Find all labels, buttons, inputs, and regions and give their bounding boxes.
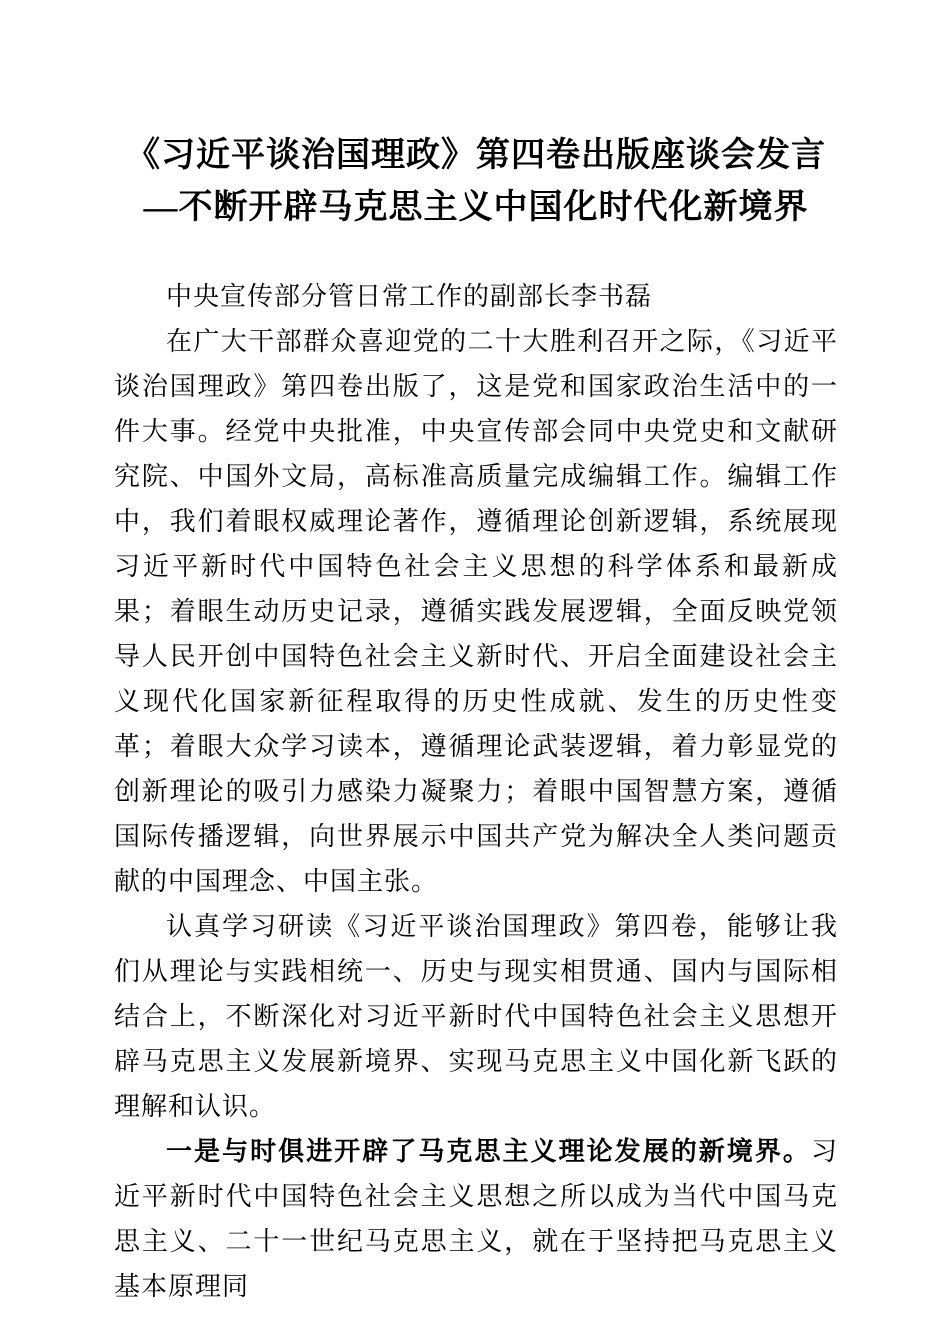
paragraph bbox=[114, 904, 838, 1129]
byline: 中央宣传部分管日常工作的副部长李书磊 bbox=[166, 282, 653, 311]
paragraph bbox=[114, 1129, 838, 1309]
paragraph-text: 习近平新时代中国特色社会主义思想之所以成为当代中国马克思主义、二十一世纪马克思主义，就在于坚持把马克思主义基本原理同 bbox=[114, 1137, 838, 1301]
document-body bbox=[114, 274, 838, 1309]
paragraph-text: 在广大干部群众喜迎党的二十大胜利召开之际，《习近平谈治国理政》第四卷出版了，这是党和国家政治生活中的一件大事。经党中央批准，中央宣传部会同中央党史和文献研究院、中国外文局，高标准高质量完成编辑工作。编辑工作中，我们着眼权威理论著作，遵循理论创新逻辑，系统展现习近平新时代中国特色社会主义思想的科学体系和最新成果；着眼生动历史记录，遵循实践发展逻辑，全面反映党领导人民开创中国特色社会主义新时代、开启全面建设社会主义现代化国家新征程取得的历史性成就、发生的历史性变革；着眼大众学习读本，遵循理论武装逻辑，着力彰显党的创新理论的吸引力感染力凝聚力；着眼中国智慧方案，遵循国际传播逻辑，向世界展示中国共产党为解决全人类问题贡献的中国理念、中国主张。 bbox=[114, 327, 838, 896]
paragraph bbox=[114, 319, 838, 904]
document-title-line1: 《习近平谈治国理政》第四卷出版座谈会发言 bbox=[126, 137, 826, 174]
document-title bbox=[114, 130, 838, 234]
paragraph-text: 认真学习研读《习近平谈治国理政》第四卷，能够让我们从理论与实践相统一、历史与现实相贯通、国内与国际相结合上，不断深化对习近平新时代中国特色社会主义思想开辟马克思主义发展新境界、实现马克思主义中国化新飞跃的理解和认识。 bbox=[114, 912, 838, 1121]
paragraph-bold-lead: 一是与时俱进开辟了马克思主义理论发展的新境界。 bbox=[166, 1137, 811, 1166]
document-title-line2: —不断开辟马克思主义中国化时代化新境界 bbox=[143, 189, 809, 226]
